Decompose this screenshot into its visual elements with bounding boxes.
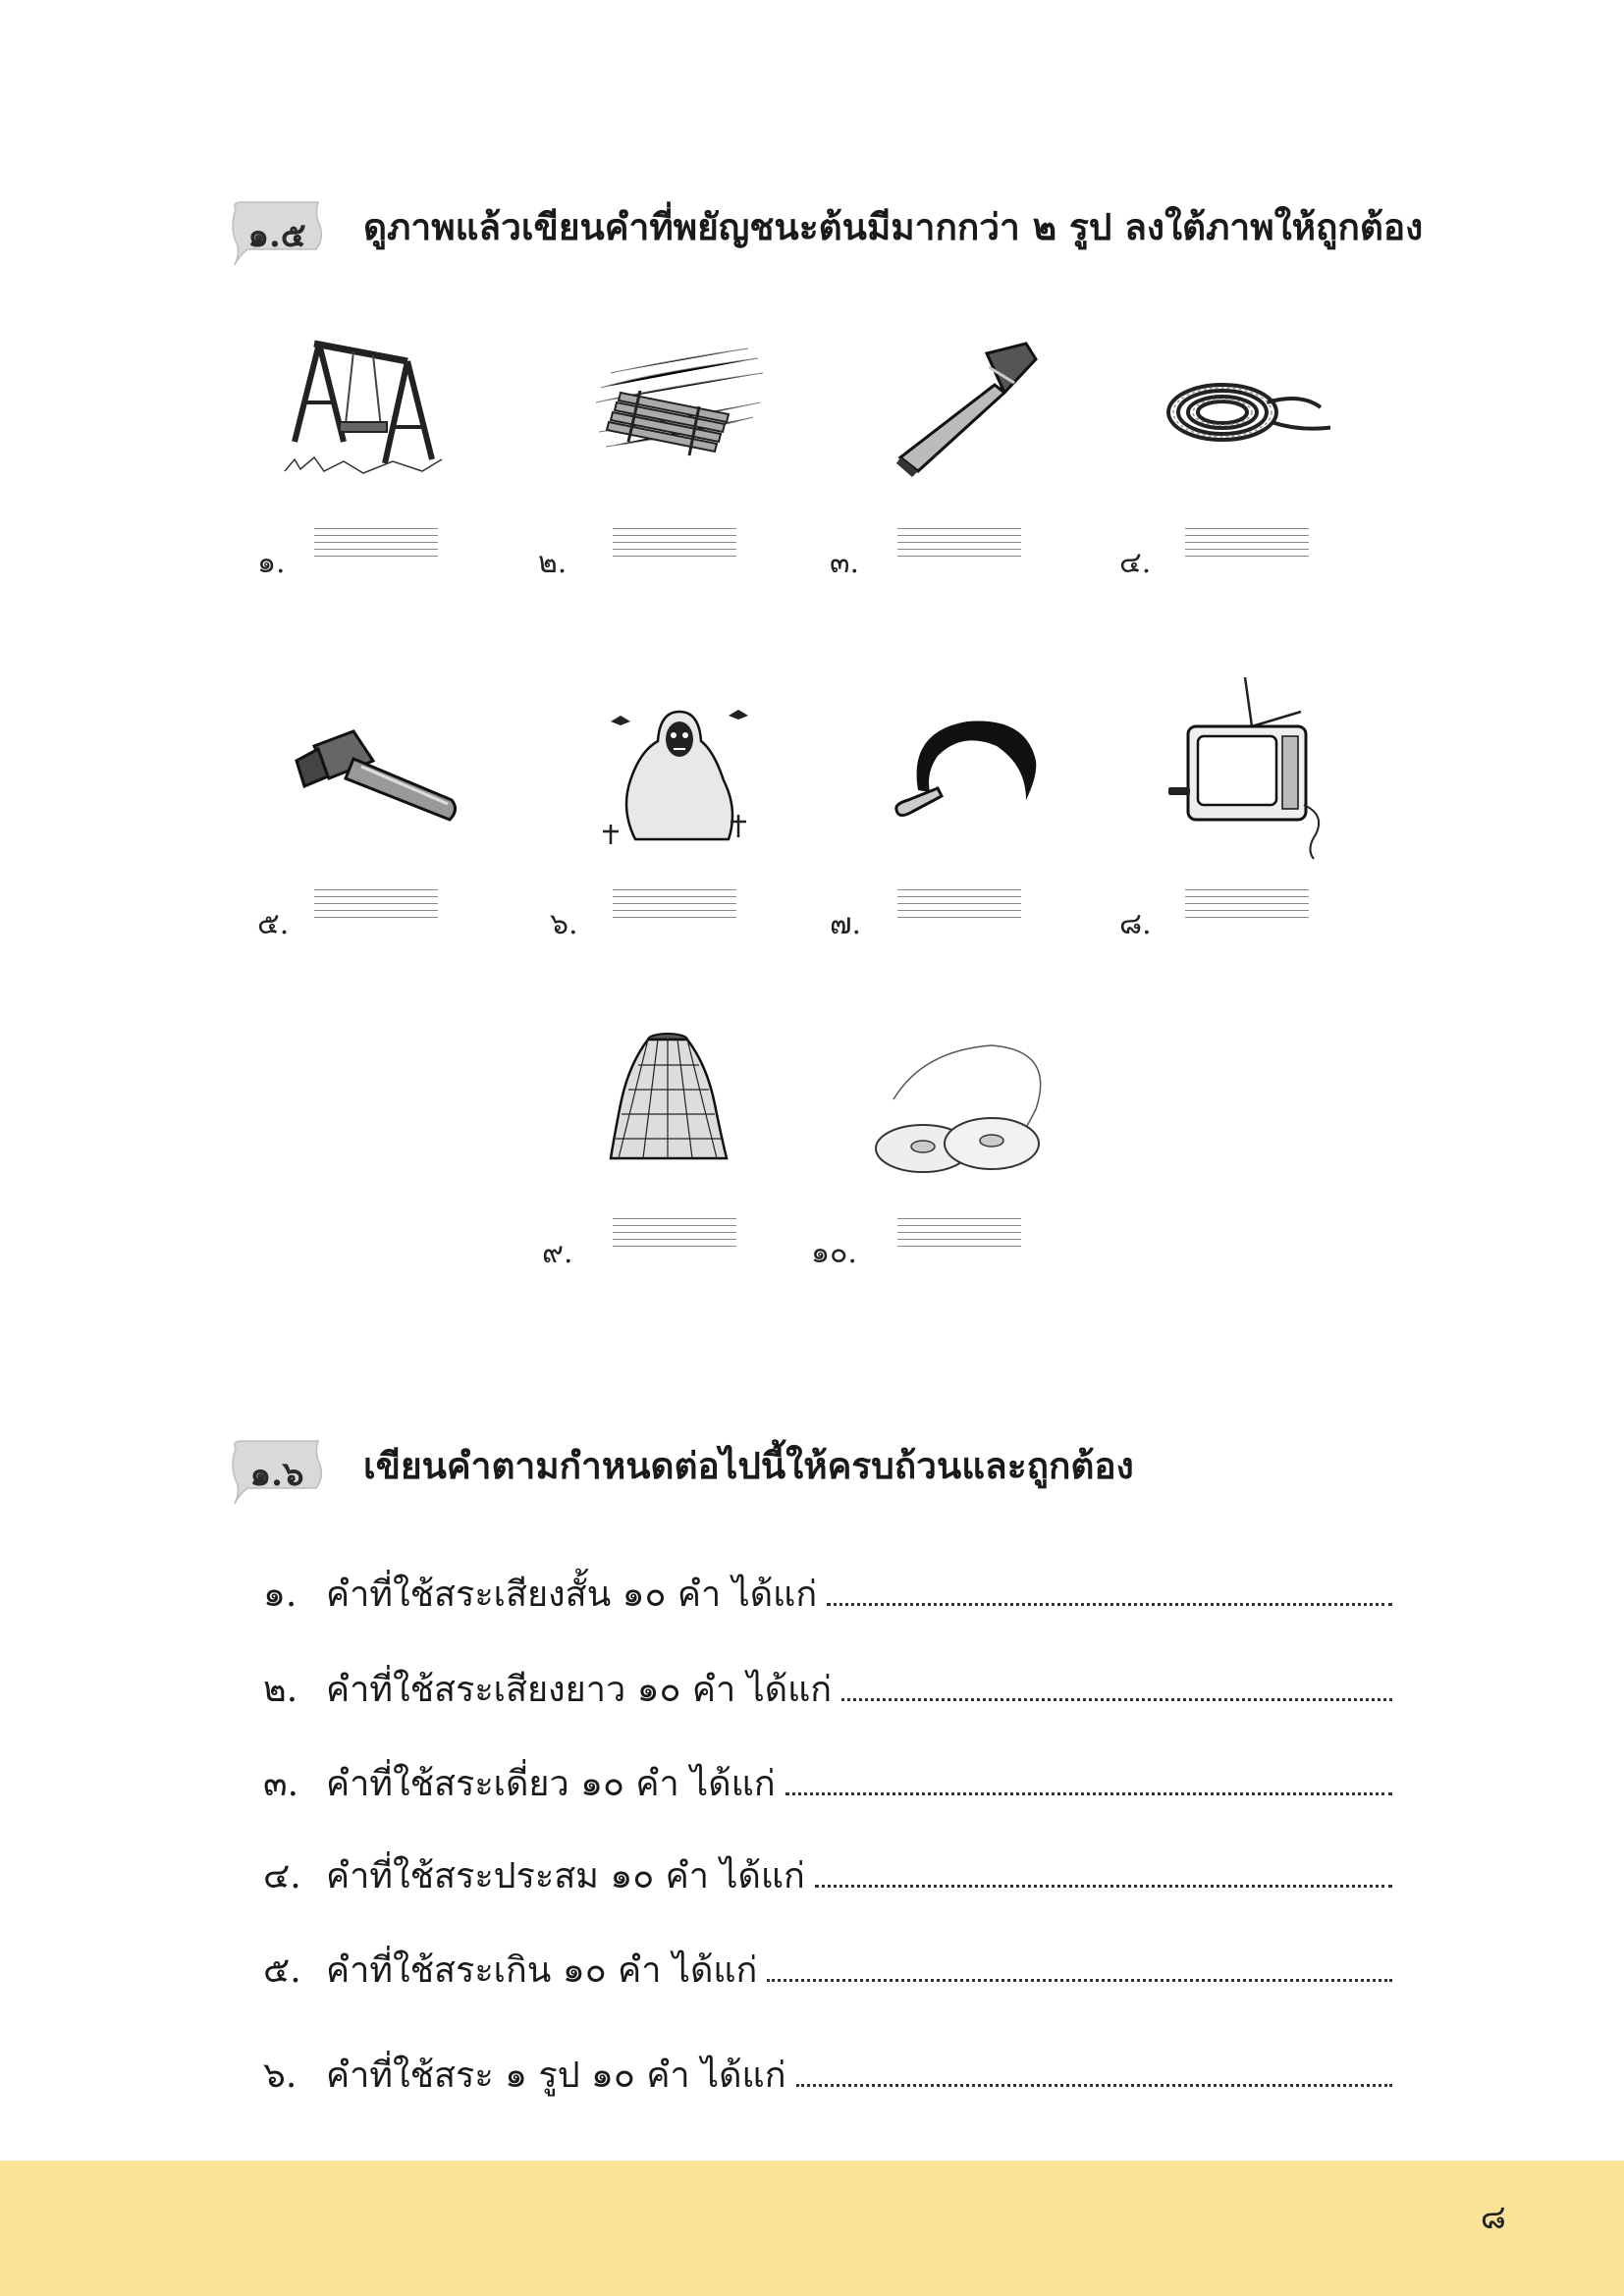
section-number: ๑.๖ xyxy=(249,1455,304,1494)
question-row xyxy=(263,1566,1392,1615)
section-title: เขียนคำตามกำหนดต่อไปนี้ให้ครบถ้วนและถูกต้อง xyxy=(363,1444,1134,1487)
answer-lines[interactable] xyxy=(897,889,1021,933)
item-number: ๘. xyxy=(1119,907,1152,941)
hammer-icon xyxy=(285,702,461,849)
item-number: ๙. xyxy=(542,1236,573,1270)
question-row xyxy=(263,1847,1392,1896)
question-text: คำที่ใช้สระเสียงสั้น ๑๐ คำ ได้แก่ xyxy=(326,1575,818,1615)
answer-lines[interactable] xyxy=(314,889,438,933)
item-number: ๑๐. xyxy=(811,1236,857,1270)
question-number: ๕. xyxy=(263,1950,301,1991)
television-icon xyxy=(1159,667,1335,815)
answer-lines[interactable] xyxy=(613,1218,736,1261)
answer-field[interactable] xyxy=(785,1765,1392,1795)
item-number: ๖. xyxy=(550,907,578,941)
page-footer xyxy=(0,2161,1624,2296)
question-number: ๖. xyxy=(263,2056,298,2096)
chisel-icon xyxy=(879,334,1056,481)
question-text: คำที่ใช้สระเดี่ยว ๑๐ คำ ได้แก่ xyxy=(326,1764,776,1804)
section-title: ดูภาพแล้วเขียนคำที่พยัญชนะต้นมีมากกว่า ๒ รูป ลงใต้ภาพให้ถูกต้อง xyxy=(363,205,1424,248)
answer-field[interactable] xyxy=(767,1951,1392,1982)
swing-icon xyxy=(275,334,452,481)
answer-field[interactable] xyxy=(827,1575,1392,1606)
answer-lines[interactable] xyxy=(1185,528,1309,571)
item-number: ๓. xyxy=(830,546,860,580)
question-row xyxy=(263,1755,1392,1804)
question-number: ๔. xyxy=(263,1856,301,1896)
answer-lines[interactable] xyxy=(613,889,736,933)
question-number: ๒. xyxy=(263,1670,298,1710)
question-text: คำที่ใช้สระประสม ๑๐ คำ ได้แก่ xyxy=(326,1856,805,1896)
answer-field[interactable] xyxy=(815,1857,1392,1888)
question-number: ๓. xyxy=(263,1764,299,1804)
item-number: ๑. xyxy=(257,546,286,580)
fish-trap-icon xyxy=(589,1026,766,1173)
answer-lines[interactable] xyxy=(613,528,736,571)
item-number: ๗. xyxy=(830,907,862,941)
cymbals-icon xyxy=(864,1041,1041,1188)
answer-lines[interactable] xyxy=(897,1218,1021,1261)
page-number: ๘ xyxy=(1480,2198,1506,2237)
answer-lines[interactable] xyxy=(897,528,1021,571)
item-number: ๔. xyxy=(1119,546,1152,580)
section-number: ๑.๕ xyxy=(247,216,306,255)
question-text: คำที่ใช้สระเกิน ๑๐ คำ ได้แก่ xyxy=(326,1950,758,1991)
question-text: คำที่ใช้สระเสียงยาว ๑๐ คำ ได้แก่ xyxy=(326,1670,833,1710)
item-number: ๕. xyxy=(257,907,290,941)
question-row xyxy=(263,1942,1392,1991)
section-badge xyxy=(228,196,326,261)
answer-lines[interactable] xyxy=(1185,889,1309,933)
section-badge xyxy=(228,1435,326,1500)
question-row xyxy=(263,2047,1392,2096)
raft-icon xyxy=(591,334,768,481)
rope-icon xyxy=(1154,334,1330,481)
answer-field[interactable] xyxy=(796,2056,1392,2087)
item-number: ๒. xyxy=(538,546,568,580)
sickle-icon xyxy=(879,702,1056,849)
answer-field[interactable] xyxy=(841,1671,1392,1701)
question-text: คำที่ใช้สระ ๑ รูป ๑๐ คำ ได้แก่ xyxy=(326,2056,786,2096)
question-row xyxy=(263,1661,1392,1710)
answer-lines[interactable] xyxy=(314,528,438,571)
question-number: ๑. xyxy=(263,1575,298,1615)
ghost-icon xyxy=(591,702,768,849)
